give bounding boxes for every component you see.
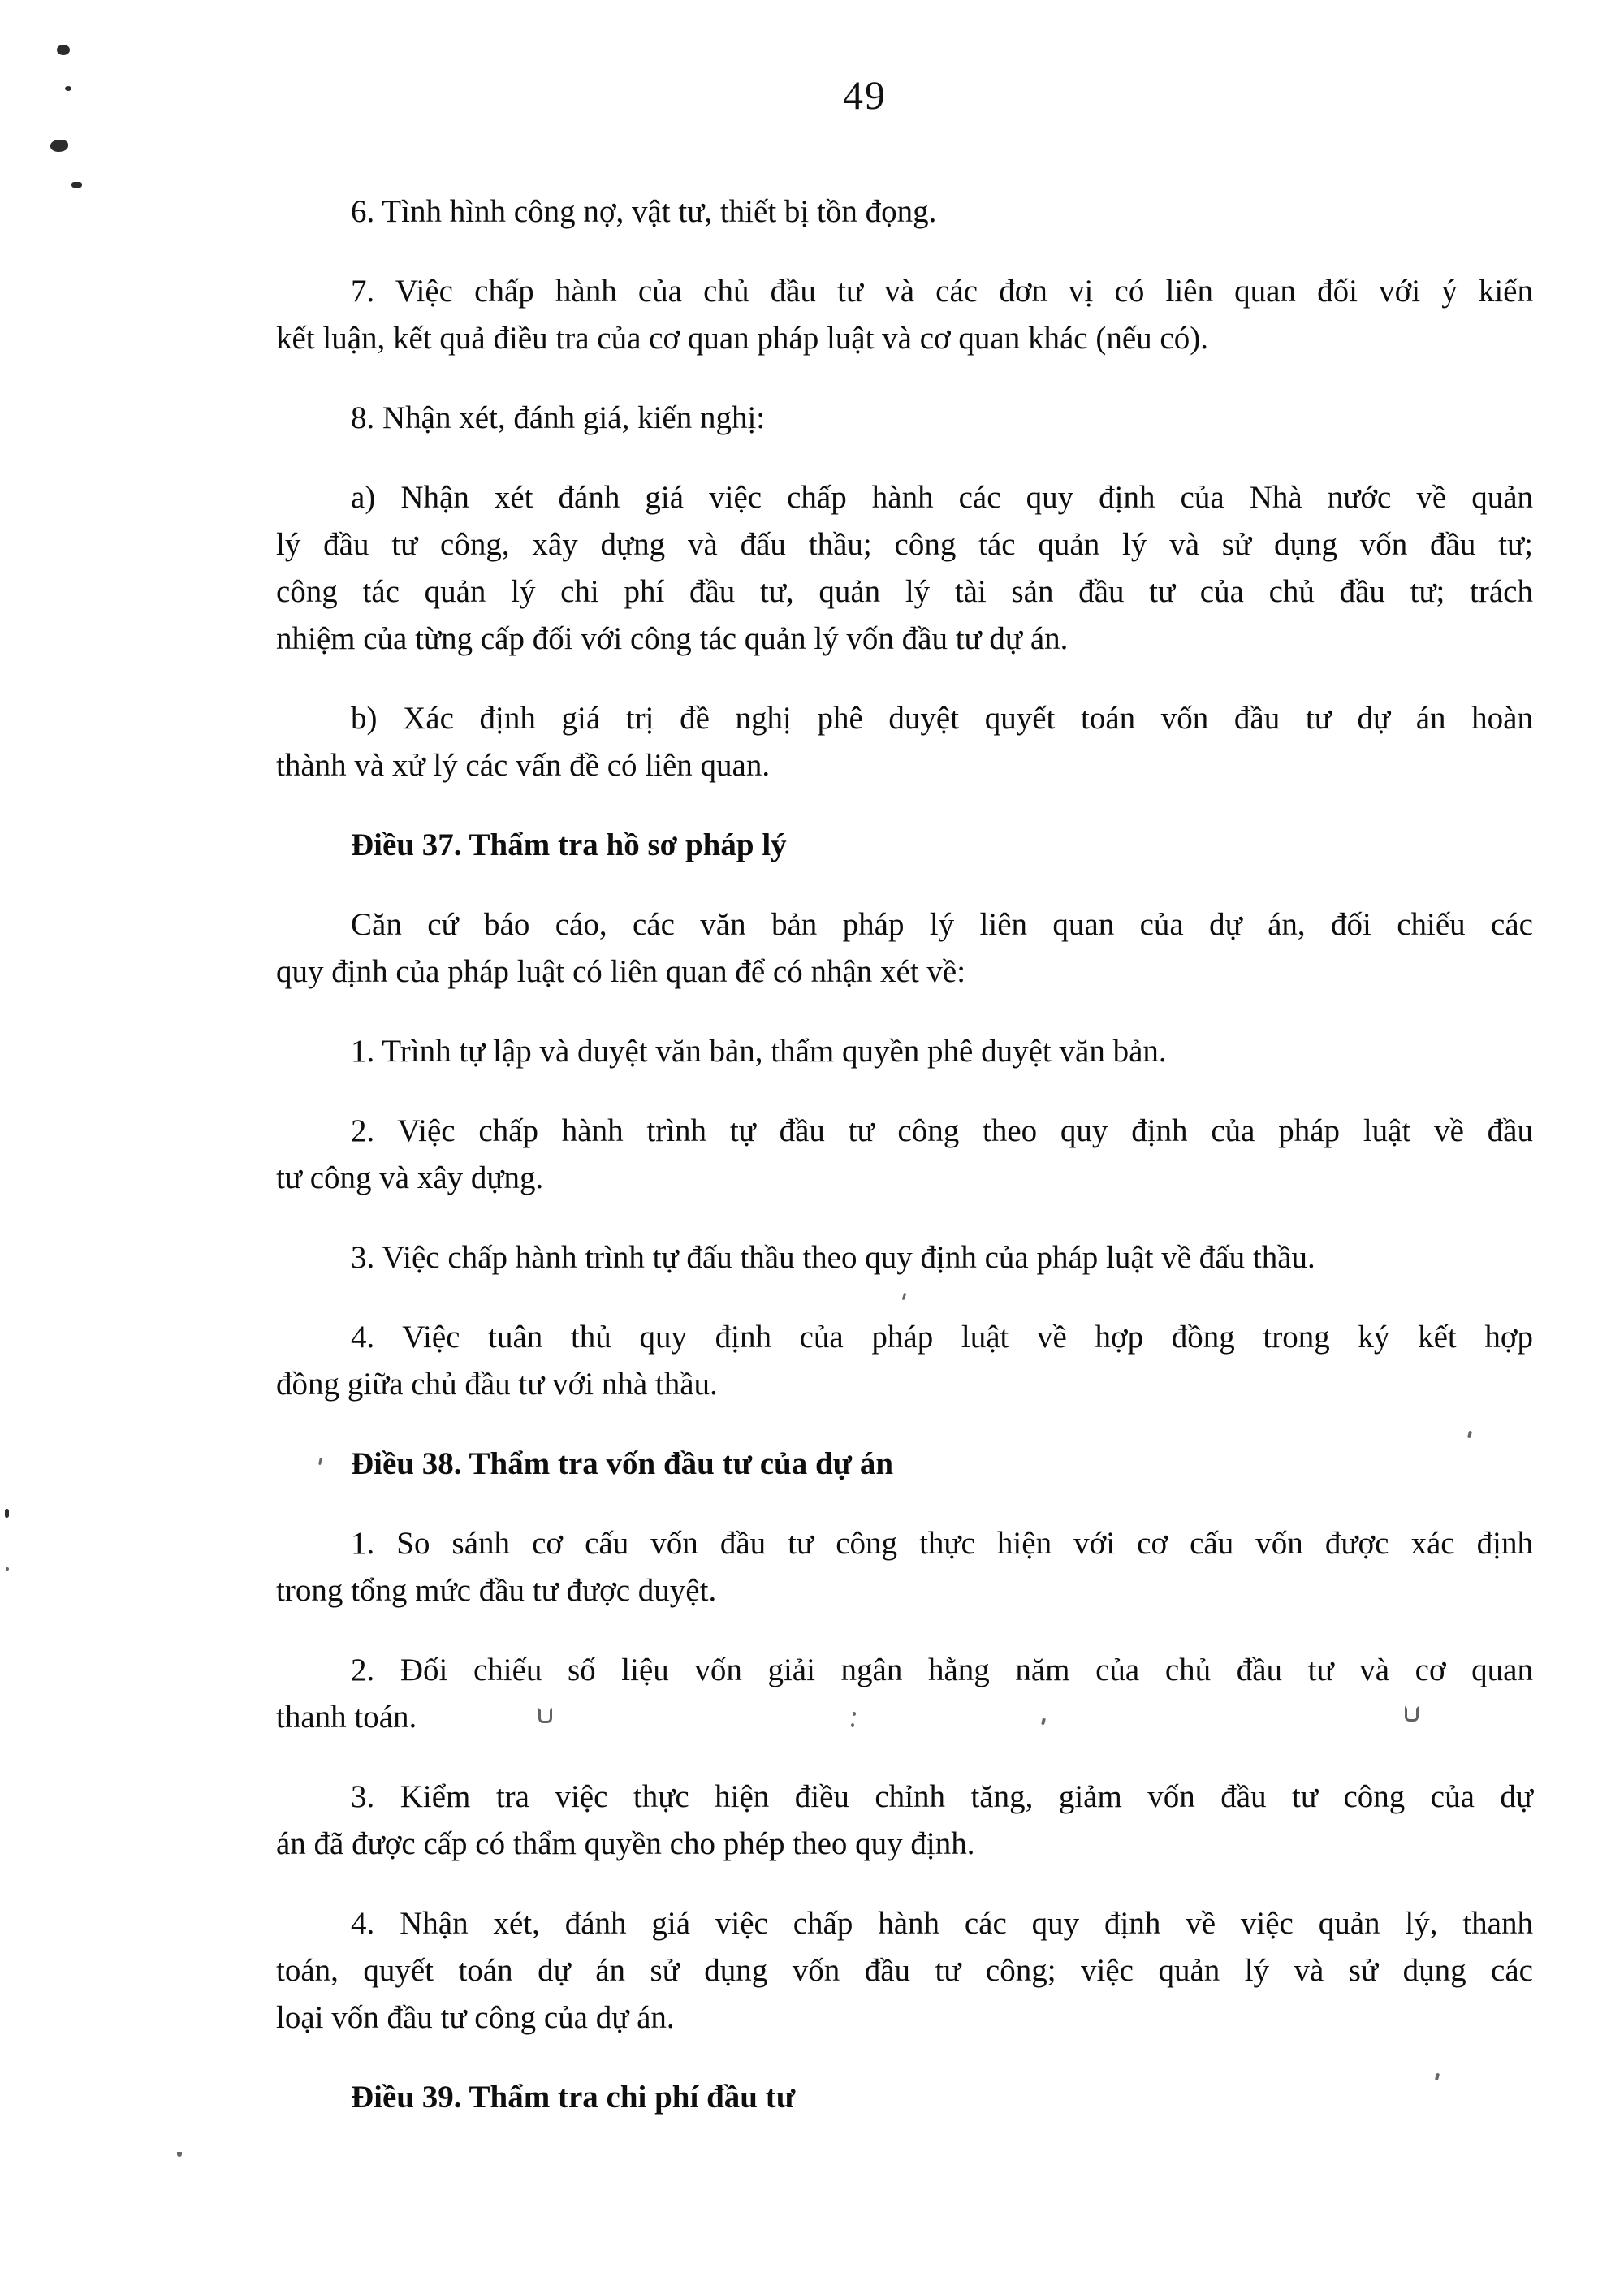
paragraph-article38-3 <box>276 1774 1533 1868</box>
text-line: công tác quản lý chi phí đầu tư, quản lý tài sản đầu tư của chủ đầu tư; trách <box>276 574 1533 609</box>
paragraph-item-7 <box>276 268 1533 362</box>
paragraph-article37-2 <box>276 1108 1533 1202</box>
text-line: toán, quyết toán dự án sử dụng vốn đầu tư công; việc quản lý và sử dụng các <box>276 1953 1533 1988</box>
text-line: 8. Nhận xét, đánh giá, kiến nghị: <box>351 400 766 435</box>
text-line: a) Nhận xét đánh giá việc chấp hành các quy định của Nhà nước về quản <box>351 480 1533 515</box>
text-line: tư công và xây dựng. <box>276 1160 544 1195</box>
text-line: 6. Tình hình công nợ, vật tư, thiết bị tồn đọng. <box>351 194 937 229</box>
text-line: 3. Việc chấp hành trình tự đấu thầu theo quy định của pháp luật về đấu thầu. <box>351 1240 1315 1275</box>
heading-line: Điều 39. Thẩm tra chi phí đầu tư <box>351 2080 796 2115</box>
text-line: quy định của pháp luật có liên quan để có nhận xét về: <box>276 954 966 989</box>
article-37-heading <box>276 822 1533 869</box>
text-line: loại vốn đầu tư công của dự án. <box>276 2000 675 2035</box>
paragraph-item-8a <box>276 474 1533 663</box>
text-line: đồng giữa chủ đầu tư với nhà thầu. <box>276 1367 718 1402</box>
heading-line: Điều 37. Thẩm tra hồ sơ pháp lý <box>351 827 787 862</box>
text-line: lý đầu tư công, xây dựng và đấu thầu; công tác quản lý và sử dụng vốn đầu tư; <box>276 527 1533 562</box>
paragraph-article37-4 <box>276 1314 1533 1408</box>
text-line: án đã được cấp có thẩm quyền cho phép theo quy định. <box>276 1826 975 1861</box>
text-line: 4. Nhận xét, đánh giá việc chấp hành các quy định về việc quản lý, thanh <box>351 1906 1533 1941</box>
text-line: Căn cứ báo cáo, các văn bản pháp lý liên quan của dự án, đối chiếu các <box>351 907 1533 942</box>
text-line: 3. Kiểm tra việc thực hiện điều chỉnh tăng, giảm vốn đầu tư công của dự <box>351 1779 1533 1814</box>
text-line: 1. Trình tự lập và duyệt văn bản, thẩm quyền phê duyệt văn bản. <box>351 1034 1167 1069</box>
paragraph-article38-2 <box>276 1647 1533 1741</box>
scan-artifact-dot <box>57 45 70 55</box>
scan-artifact-curl <box>538 1708 552 1723</box>
paragraph-article37-intro <box>276 901 1533 996</box>
paragraph-item-8b <box>276 695 1533 789</box>
scan-artifact-comma <box>177 2152 182 2157</box>
scan-artifact-dot <box>65 86 71 91</box>
text-line: nhiệm của từng cấp đối với công tác quản lý vốn đầu tư dự án. <box>276 621 1069 656</box>
paragraph-article38-1 <box>276 1520 1533 1614</box>
document-body <box>276 188 1533 2121</box>
text-line: b) Xác định giá trị đề nghị phê duyệt quyết toán vốn đầu tư dự án hoàn <box>351 701 1533 736</box>
scan-artifact-dot <box>851 1723 854 1727</box>
text-line: kết luận, kết quả điều tra của cơ quan pháp luật và cơ quan khác (nếu có). <box>276 321 1208 356</box>
scan-artifact-dash <box>71 182 82 188</box>
text-line: 7. Việc chấp hành của chủ đầu tư và các đơn vị có liên quan đối với ý kiến <box>351 274 1533 309</box>
paragraph-item-8 <box>276 395 1533 442</box>
text-line: thanh toán. <box>276 1700 417 1735</box>
heading-line: Điều 38. Thẩm tra vốn đầu tư của dự án <box>351 1446 894 1481</box>
paragraph-item-6 <box>276 188 1533 235</box>
paragraph-article37-1 <box>276 1028 1533 1075</box>
scan-artifact-curl <box>1405 1706 1419 1722</box>
scan-artifact-dot <box>853 1712 856 1716</box>
text-line: trong tổng mức đầu tư được duyệt. <box>276 1573 717 1608</box>
text-line: thành và xử lý các vấn đề có liên quan. <box>276 748 771 783</box>
scan-artifact-blob <box>50 140 68 152</box>
text-line: 4. Việc tuân thủ quy định của pháp luật về hợp đồng trong ký kết hợp <box>351 1320 1533 1355</box>
paragraph-article38-4 <box>276 1900 1533 2042</box>
scan-artifact-dot <box>6 1567 9 1571</box>
text-line: 1. So sánh cơ cấu vốn đầu tư công thực hiện với cơ cấu vốn được xác định <box>351 1526 1533 1561</box>
text-line: 2. Việc chấp hành trình tự đầu tư công theo quy định của pháp luật về đầu <box>351 1113 1533 1148</box>
text-line: 2. Đối chiếu số liệu vốn giải ngân hằng năm của chủ đầu tư và cơ quan <box>351 1653 1533 1687</box>
page-number: 49 <box>843 72 887 118</box>
article-38-heading <box>276 1441 1533 1488</box>
article-39-heading <box>276 2074 1533 2121</box>
scan-artifact-tick <box>5 1509 9 1518</box>
paragraph-article37-3 <box>276 1234 1533 1281</box>
